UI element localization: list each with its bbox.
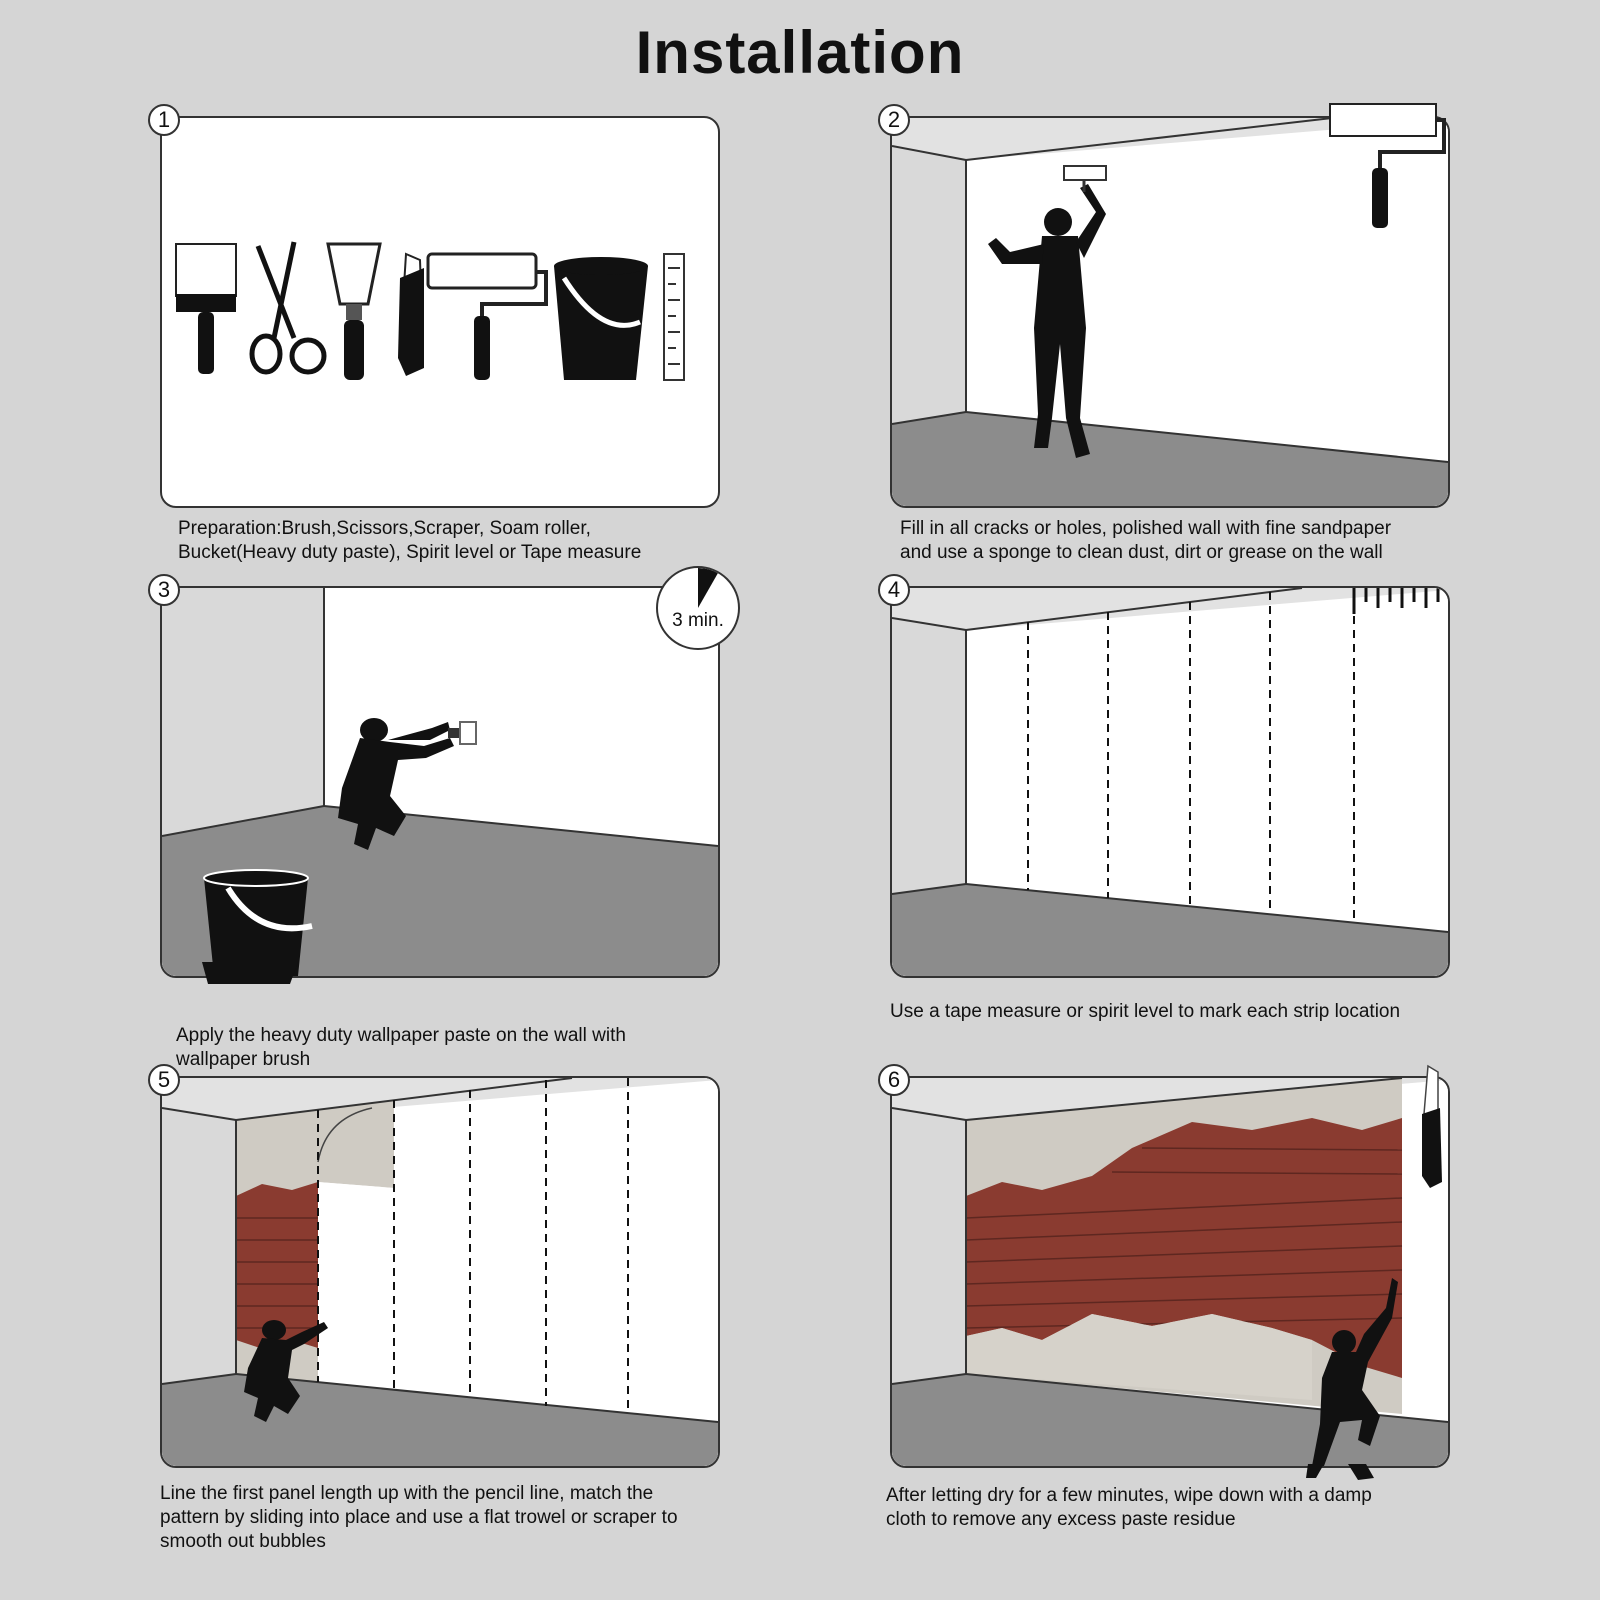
- step-1-caption: Preparation:Brush,Scissors,Scraper, Soam roller, Bucket(Heavy duty paste), Spirit level or Tape measure: [178, 518, 642, 563]
- knife-icon: [398, 254, 424, 376]
- step-6-illustration: [890, 1076, 1450, 1468]
- step-4-illustration: [890, 586, 1450, 978]
- ruler-icon: [664, 254, 684, 380]
- step-3-illustration: [160, 586, 720, 978]
- step-5-illustration: [160, 1076, 720, 1468]
- step-2-caption: Fill in all cracks or holes, polished wall with fine sandpaper and use a sponge to clean dust, dirt or grease on the wall: [900, 518, 1392, 563]
- person-silhouette: [1288, 1464, 1388, 1524]
- step-6-caption: After letting dry for a few minutes, wipe down with a damp cloth to remove any excess paste residue: [886, 1485, 1372, 1530]
- step-3: [148, 574, 868, 1074]
- step-5-caption: Line the first panel length up with the pencil line, match the pattern by sliding into place and use a flat trowel or scraper to smooth out bubbles: [160, 1483, 678, 1552]
- roller-icon: [428, 254, 546, 380]
- step-1-illustration: [160, 116, 720, 508]
- timer-icon: [656, 566, 740, 650]
- page-title: Installation: [635, 19, 965, 86]
- scraper-icon: [328, 244, 380, 380]
- step-4-caption: Use a tape measure or spirit level to mark each strip location: [890, 1001, 1401, 1022]
- step-number: 5: [148, 1064, 180, 1096]
- step-number: 2: [878, 104, 910, 136]
- scissors-icon: [252, 242, 324, 372]
- step-number: 1: [148, 104, 180, 136]
- bucket-icon: [554, 257, 648, 380]
- timer-label: 3 min.: [672, 610, 724, 631]
- step-2: [878, 104, 1598, 604]
- bucket-icon: [200, 962, 320, 1002]
- brush-icon: [176, 244, 236, 374]
- step-5: [148, 1064, 868, 1564]
- step-number: 3: [148, 574, 180, 606]
- step-6: [878, 1064, 1598, 1564]
- roller-icon: [1328, 102, 1458, 232]
- bucket-icon: [204, 870, 312, 976]
- step-number: 6: [878, 1064, 910, 1096]
- step-number: 4: [878, 574, 910, 606]
- step-1: [148, 104, 868, 604]
- knife-icon: [1414, 1064, 1454, 1194]
- step-4: [878, 574, 1598, 1074]
- step-3-caption: Apply the heavy duty wallpaper paste on the wall with wallpaper brush: [176, 1025, 626, 1070]
